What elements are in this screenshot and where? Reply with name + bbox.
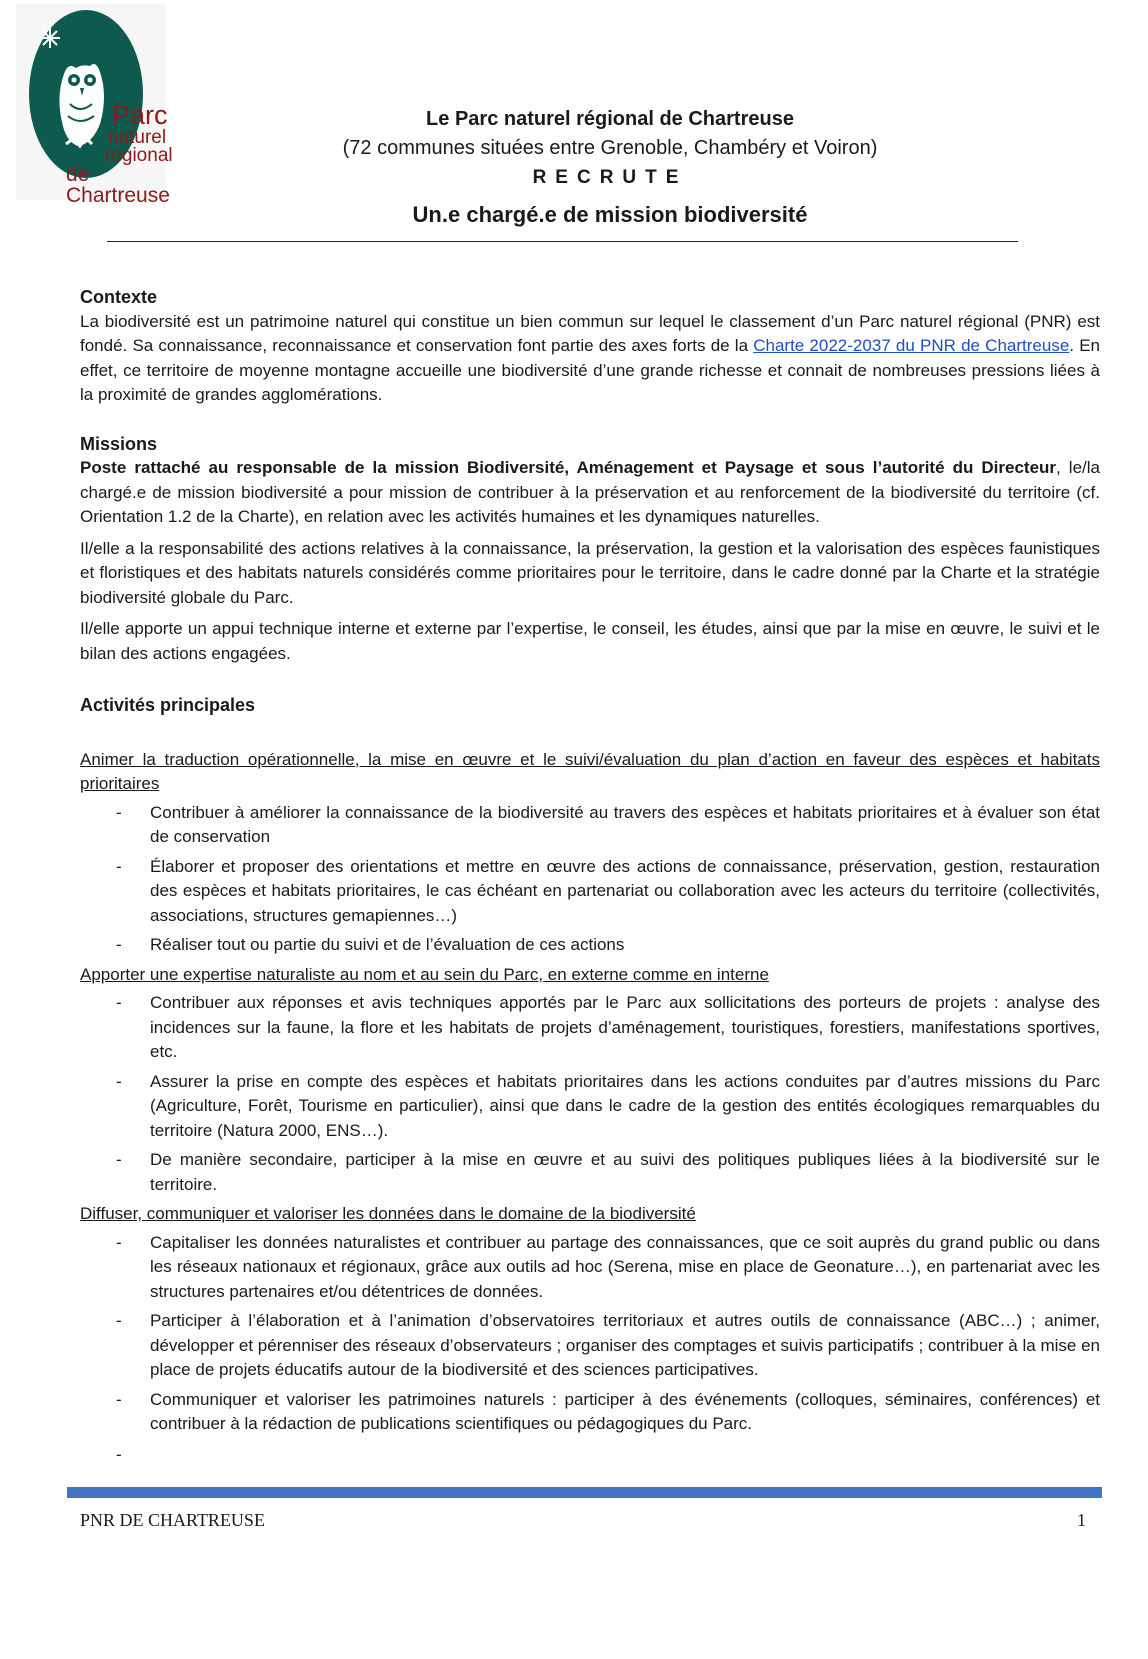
- list-item: [80, 991, 1100, 1065]
- list-item: [80, 1070, 1100, 1144]
- list-dash: -: [116, 1232, 122, 1252]
- header-recrute: RECRUTE: [532, 167, 688, 188]
- list-item-text: Assurer la prise en compte des espèces et habitats prioritaires dans les actions conduites par d’autres missions du Parc (Agriculture, Forêt, Tourisme en particulier), ainsi que dans le cadre de la gestion des entités écologiques remarquables du territoire (Natura 2000, ENS…).: [150, 1071, 1100, 1140]
- contexte-paragraph: [80, 310, 1100, 408]
- list-dash: -: [116, 993, 122, 1012]
- list-item-text: Réaliser tout ou partie du suivi et de l’évaluation de ces actions: [150, 935, 625, 954]
- list-item-text: Contribuer à améliorer la connaissance de la biodiversité au travers des espèces et habitats prioritaires et à évaluer son état de conservation: [150, 802, 1100, 846]
- activity-list-3: [80, 1231, 1100, 1437]
- logo-text-parc: Parc: [112, 100, 168, 130]
- footer-label: PNR DE CHARTREUSE: [80, 1510, 265, 1530]
- list-item: [80, 1148, 1100, 1197]
- missions-paragraph-2: Il/elle a la responsabilité des actions relatives à la connaissance, la préservation, la gestion et la valorisation des espèces faunistiques et floristiques et des habitats naturels considérés comme prioritaires pour le territoire, dans le cadre donné par la Charte et la stratégie biodiversité globale du Parc.: [80, 538, 1100, 607]
- list-item: [80, 1309, 1100, 1383]
- page-number: 1: [1077, 1510, 1086, 1530]
- header-divider: [107, 241, 1018, 242]
- list-dash: -: [116, 856, 122, 876]
- list-item-text: Capitaliser les données naturalistes et contribuer au partage des connaissances, que ce soit auprès du grand public ou dans les réseaux nationaux et régionaux, grâce aux outils ad hoc (Serena, mise en place de Geonature…), en partenariat avec les structures partenaires et/ou détentrices de données.: [150, 1232, 1100, 1301]
- list-item: [80, 855, 1100, 929]
- header-subtitle: (72 communes situées entre Grenoble, Chambéry et Voiron): [342, 137, 878, 159]
- header-title: Le Parc naturel régional de Chartreuse: [426, 108, 794, 130]
- footer-bar: [67, 1487, 1102, 1498]
- activites-title: Activités principales: [80, 695, 256, 715]
- list-item: [80, 933, 1100, 958]
- missions-paragraph-1: [80, 456, 1100, 530]
- activity-heading-2: Apporter une expertise naturaliste au nom et au sein du Parc, en externe comme en interne: [80, 964, 769, 984]
- list-item: [80, 801, 1100, 850]
- list-item-text: Participer à l’élaboration et à l’animation d’observatoires territoriaux et autres outils de connaissance (ABC…) ; animer, développer et pérenniser des réseaux d’observateurs ; organiser des comptages et suivis participatifs ; contribuer à la mise en place de projets éducatifs autour de la biodiversité et des sciences participatives.: [150, 1311, 1100, 1379]
- missions-paragraph-3: Il/elle apporte un appui technique interne et externe par l’expertise, le conseil, les études, ainsi que par la mise en œuvre, le suivi et le bilan des actions engagées.: [80, 619, 1100, 663]
- list-dash: -: [116, 1071, 122, 1091]
- job-title: Un.e chargé.e de mission biodiversité: [412, 202, 808, 227]
- logo-text-chartreuse: de Chartreuse: [66, 163, 170, 207]
- activity-list-2: [80, 991, 1100, 1197]
- list-dash: -: [116, 1150, 122, 1169]
- list-item: [80, 1231, 1100, 1305]
- missions-intro-rest: , le/la chargé.e de mission biodiversité a pour mission de contribuer à la préservation et au renforcement de la biodiversité du territoire (cf. Orientation 1.2 de la Charte), en relation avec les activités humaines et les dynamiques naturelles.: [80, 458, 1100, 526]
- list-dash: -: [116, 935, 122, 954]
- list-item-text: Contribuer aux réponses et avis techniques apportés par le Parc aux sollicitations des porteurs de projets : analyse des incidences sur la faune, la flore et les habitats de projets d’aménagement, touristiques, forestiers, manifestations sportives, etc.: [150, 993, 1100, 1061]
- list-item-text: De manière secondaire, participer à la mise en œuvre et au suivi des politiques publiques liées à la biodiversité sur le territoire.: [150, 1150, 1100, 1194]
- list-dash: -: [116, 802, 122, 822]
- main-content: [80, 285, 1100, 1467]
- contexte-text-1: La biodiversité est un patrimoine naturel qui constitue un bien commun sur lequel le classement d’un Parc naturel régional (PNR) est fondé. Sa connaissance, reconnaissance et conservation font partie des axes forts de la: [80, 311, 1100, 355]
- list-item-text: Élaborer et proposer des orientations et mettre en œuvre des actions de connaissance, préservation, gestion, restauration des espèces et habitats prioritaires, le cas échéant en partenariat ou collaboration avec les acteurs du territoire (collectivités, associations, structures gemapiennes…): [150, 856, 1100, 925]
- charte-link[interactable]: Charte 2022-2037 du PNR de Chartreuse: [753, 336, 1070, 355]
- contexte-text-2: . En effet, ce territoire de moyenne montagne accueille une biodiversité d’une grande richesse et connait de nombreuses pressions liées à la proximité de grandes agglomérations.: [80, 336, 1101, 404]
- list-item-text: Communiquer et valoriser les patrimoines naturels : participer à des événements (colloques, séminaires, conférences) et contribuer à la rédaction de publications scientifiques ou pédagogiques du Parc.: [150, 1389, 1100, 1433]
- list-dash: -: [116, 1389, 122, 1409]
- activity-heading-1: Animer la traduction opérationnelle, la mise en œuvre et le suivi/évaluation du plan d’action en faveur des espèces et habitats prioritaires: [80, 749, 1100, 793]
- missions-title: Missions: [80, 433, 158, 454]
- logo-text-naturel: naturel: [108, 127, 167, 148]
- list-dash: -: [116, 1311, 122, 1330]
- missions-bold-intro: Poste rattaché au responsable de la mission Biodiversité, Aménagement et Paysage et sous l’autorité du Directeur: [80, 458, 1057, 477]
- list-item: [80, 1388, 1100, 1437]
- list-dash: -: [116, 1444, 122, 1464]
- empty-list-item: [80, 1443, 1100, 1467]
- activity-list-1: [80, 801, 1100, 958]
- logo-text-regional: régional: [105, 145, 173, 166]
- contexte-title: Contexte: [80, 287, 158, 307]
- park-logo: [16, 4, 173, 207]
- activity-heading-3: Diffuser, communiquer et valoriser les données dans le domaine de la biodiversité: [80, 1204, 696, 1223]
